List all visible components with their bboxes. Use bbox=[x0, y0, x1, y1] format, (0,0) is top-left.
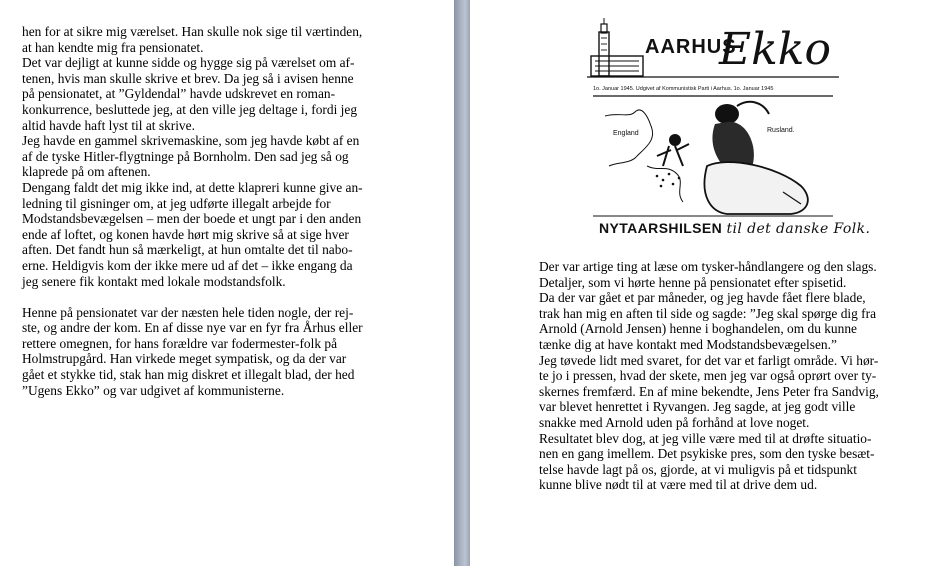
text-line: jeg senere fik kontakt med lokale modstandsfolk. bbox=[22, 273, 286, 289]
left-text-column bbox=[22, 24, 397, 398]
text-line: Der var artige ting at læse om tysker-håndlangere og den slags. bbox=[539, 259, 877, 274]
text-line: snakke med Arnold uden på forhånd at love noget. bbox=[539, 414, 810, 430]
text-line: Holmstrupgård. Han virkede meget sympatisk, og da der var bbox=[22, 351, 347, 367]
text-line: klaprede på om aftenen. bbox=[22, 164, 151, 180]
text-line: skernes fremfærd. En af mine bekendte, Jens Peter fra Sandvig, bbox=[539, 383, 879, 399]
text-line: på pensionatet, at ”Gyldendal” havde udskrevet en roman- bbox=[22, 86, 336, 102]
text-line: tænke dig at have kontakt med Modstandsbevægelsen.” bbox=[539, 336, 837, 352]
label-england: England bbox=[613, 130, 639, 137]
text-line: hen for at sikre mig værelset. Han skulle nok sige til værtinden, bbox=[22, 24, 363, 39]
text-line: ende af loftet, og konen havde hørt mig skrive så at sige hver bbox=[22, 226, 349, 242]
left-page bbox=[0, 0, 454, 566]
text-line: trak han mig en aften til side og sagde: ”Jeg skal spørge dig fra bbox=[539, 305, 877, 321]
right-text-column bbox=[539, 259, 914, 493]
text-line: Resultatet blev dog, at jeg ville være med til at drøfte situatio- bbox=[539, 430, 872, 446]
clipping-caption bbox=[599, 220, 871, 237]
text-line: Jeg tøvede lidt med svaret, for det var et farligt område. Vi hør- bbox=[539, 352, 879, 368]
text-line: Jeg havde en gammel skrivemaskine, som jeg havde købt af en bbox=[22, 133, 360, 149]
masthead-aarhus: AARHUS bbox=[645, 36, 737, 58]
text-line: rettere omegnen, for hans forældre var fodermester-folk på bbox=[22, 335, 338, 351]
text-line: ”Ugens Ekko” og var udgivet af kommunisterne. bbox=[22, 382, 285, 398]
text-line: aften. Det fandt hun så mærkeligt, at hun omtalte det til nabo- bbox=[22, 242, 353, 258]
text-line: nen en gang imellem. Det psykiske pres, som den tyske besæt- bbox=[539, 446, 875, 462]
label-rusland: Rusland. bbox=[767, 127, 795, 134]
text-line: tenen, hvis man skulle skrive et brev. Da jeg så i avisen henne bbox=[22, 70, 354, 86]
text-line: Det var dejligt at kunne sidde og hygge sig på værelset om af- bbox=[22, 55, 355, 71]
text-line: ledning til gisninger om, at jeg udførte illegalt arbejde for bbox=[22, 195, 331, 211]
paragraph-gap bbox=[22, 289, 397, 305]
text-line: Modstandsbevægelsen – men der boede et ungt par i den anden bbox=[22, 211, 362, 227]
text-line: af de tyske Hitler-flygtninge på Bornholm. Den sad jeg så og bbox=[22, 148, 349, 164]
text-line: ste, og andre der kom. En af disse nye var en fyr fra Århus eller bbox=[22, 320, 363, 336]
text-line: te jo i pressen, hvad der skete, men jeg var også oprørt over ty- bbox=[539, 368, 877, 384]
text-line: Henne på pensionatet var der næsten hele tiden nogle, der rej- bbox=[22, 304, 354, 320]
masthead-ekko: Ekko bbox=[719, 24, 831, 75]
right-page bbox=[470, 0, 931, 566]
text-line: erne. Heldigvis kom der ikke mere ud af det – ikke engang da bbox=[22, 257, 353, 273]
text-line: at han kendte mig fra pensionatet. bbox=[22, 39, 204, 55]
text-line: Da der var gået et par måneder, og jeg havde fået flere blade, bbox=[539, 290, 866, 306]
caption-cursive: til det danske Folk. bbox=[726, 221, 871, 237]
text-line: kunne blive nødt til at være med til at drive dem ud. bbox=[539, 477, 818, 493]
newspaper-clipping bbox=[587, 16, 871, 244]
caption-main: NYTAARSHILSEN bbox=[599, 220, 727, 236]
page-gutter bbox=[454, 0, 470, 566]
text-line: Dengang faldt det mig ikke ind, at dette klapreri kunne give an- bbox=[22, 179, 363, 195]
clipping-dateline: 1o. Januar 1945. Udgivet af Kommunistisk Parti i Aarhus. 1o. Januar 1945 bbox=[593, 86, 774, 92]
text-line: gået et stykke tid, stak han mig diskret et illegalt blad, der hed bbox=[22, 367, 355, 383]
text-line: Arnold (Arnold Jensen) henne i boghandelen, om du kunne bbox=[539, 321, 857, 337]
text-line: Detaljer, som vi hørte henne på pensionatet efter spisetid. bbox=[539, 274, 847, 290]
text-line: konkurrence, besluttede jeg, at den ville jeg deltage i, fordi jeg bbox=[22, 101, 358, 117]
text-line: telse havde lagt på os, gjorde, at vi muligvis på et tidspunkt bbox=[539, 461, 857, 477]
text-line: altid havde haft lyst til at skrive. bbox=[22, 117, 195, 133]
text-line: var blevet henrettet i Ryvangen. Jeg sagde, at jeg godt ville bbox=[539, 399, 856, 415]
